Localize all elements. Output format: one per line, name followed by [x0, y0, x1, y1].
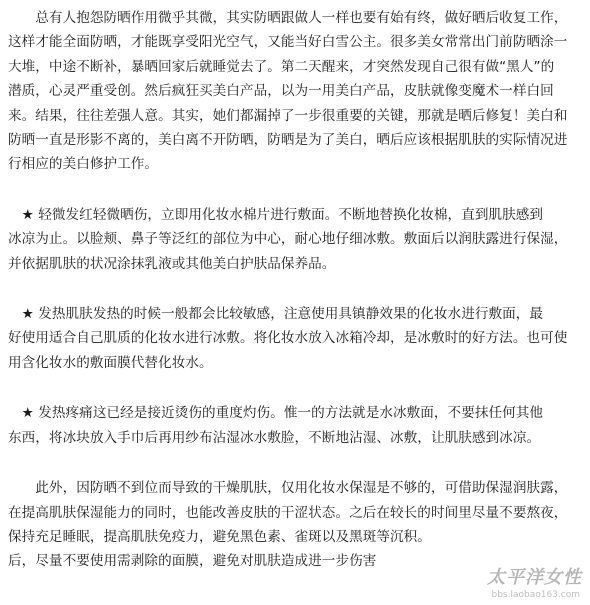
text-line: 行相应的美白修护工作。 — [8, 156, 159, 173]
text-line: 用含化妆水的敷面膜代替化妆水。 — [8, 354, 213, 371]
text-line: 总有人抱怨防晒作用微乎其微，其实防晒跟做人一样也要有始有终，做好晒后收复工作， — [8, 10, 568, 26]
watermark — [434, 563, 584, 601]
paragraph-additional — [8, 476, 586, 574]
watermark-site: bbs.laobao163.com — [491, 590, 580, 600]
paragraph-hot-skin — [8, 302, 586, 375]
text-line: 保持充足睡眠，提高肌肤免疫力，避免黑色素、雀斑以及黑斑等沉积。 — [8, 528, 431, 545]
text-line: 防晒一直是形影不离的，美白离不开防晒，防晒是为了美白，晒后应该根据肌肤的实际情况进 — [8, 132, 568, 149]
paragraph-intro — [8, 6, 586, 177]
text-line: 在提高肌肤保湿能力的同时，也能改善皮肤的干涩状态。之后在较长的时间里尽量不要熬夜， — [8, 504, 568, 521]
text-line: ★ 轻微发红轻微晒伤，立即用化妆水棉片进行敷面。不断地替换化妆棉，直到肌肤感到 — [8, 206, 544, 223]
text-line: 来。结果，往往差强人意。其实，她们都漏掉了一步很重要的关键，那就是晒后修复！美白和 — [8, 107, 568, 124]
paragraph-hot-pain — [8, 401, 586, 450]
text-line: 潜质，心灵严重受创。然后疯狂买美白产品，以为一用美白产品，皮肤就像变魔术一样白回 — [8, 83, 554, 100]
text-line: ★ 发热肌肤发热的时候一般都会比较敏感，注意使用具镇静效果的化妆水进行敷面，最 — [8, 306, 544, 323]
text-line: 并依据肌肤的状况涂抹乳液或其他美白护肤品保养品。 — [8, 255, 336, 272]
watermark-logo: 太平洋女性 — [487, 567, 582, 588]
text-line: 好使用适合自己肌质的化妆水进行冰敷。将化妆水放入冰箱冷却，是冰敷时的好方法。也可使 — [8, 330, 568, 347]
text-line: 此外，因防晒不到位而导致的干燥肌肤，仅用化妆水保湿是不够的，可借助保湿润肤露， — [8, 480, 568, 497]
article-body — [8, 6, 586, 574]
text-line: 这样才能全面防晒，才能既享受阳光空气，又能当好白雪公主。很多美女常常出门前防晒涂一 — [8, 34, 568, 51]
text-line: ★ 发热疼痛这已经是接近烫伤的重度灼伤。惟一的方法就是水冰敷面，不要抹任何其他 — [8, 405, 544, 422]
text-line: 大堆，中途不断补，暴晒回家后就睡觉去了。第二天醒来，才突然发现自己很有做“黑人”的 — [8, 58, 555, 75]
paragraph-mild-redness — [8, 203, 586, 276]
text-line: 东西，将冰块放入手巾后再用纱布沾湿冰水敷脸，不断地沾湿、冰敷，让肌肤感到冰凉。 — [8, 429, 541, 446]
text-line: 冰凉为止。以脸颊、鼻子等泛红的部位为中心，耐心地仔细冰敷。敷面后以润肤露进行保湿， — [8, 231, 568, 248]
text-line: 后，尽量不要使用需剥除的面膜，避免对肌肤造成进一步伤害 — [8, 553, 377, 570]
